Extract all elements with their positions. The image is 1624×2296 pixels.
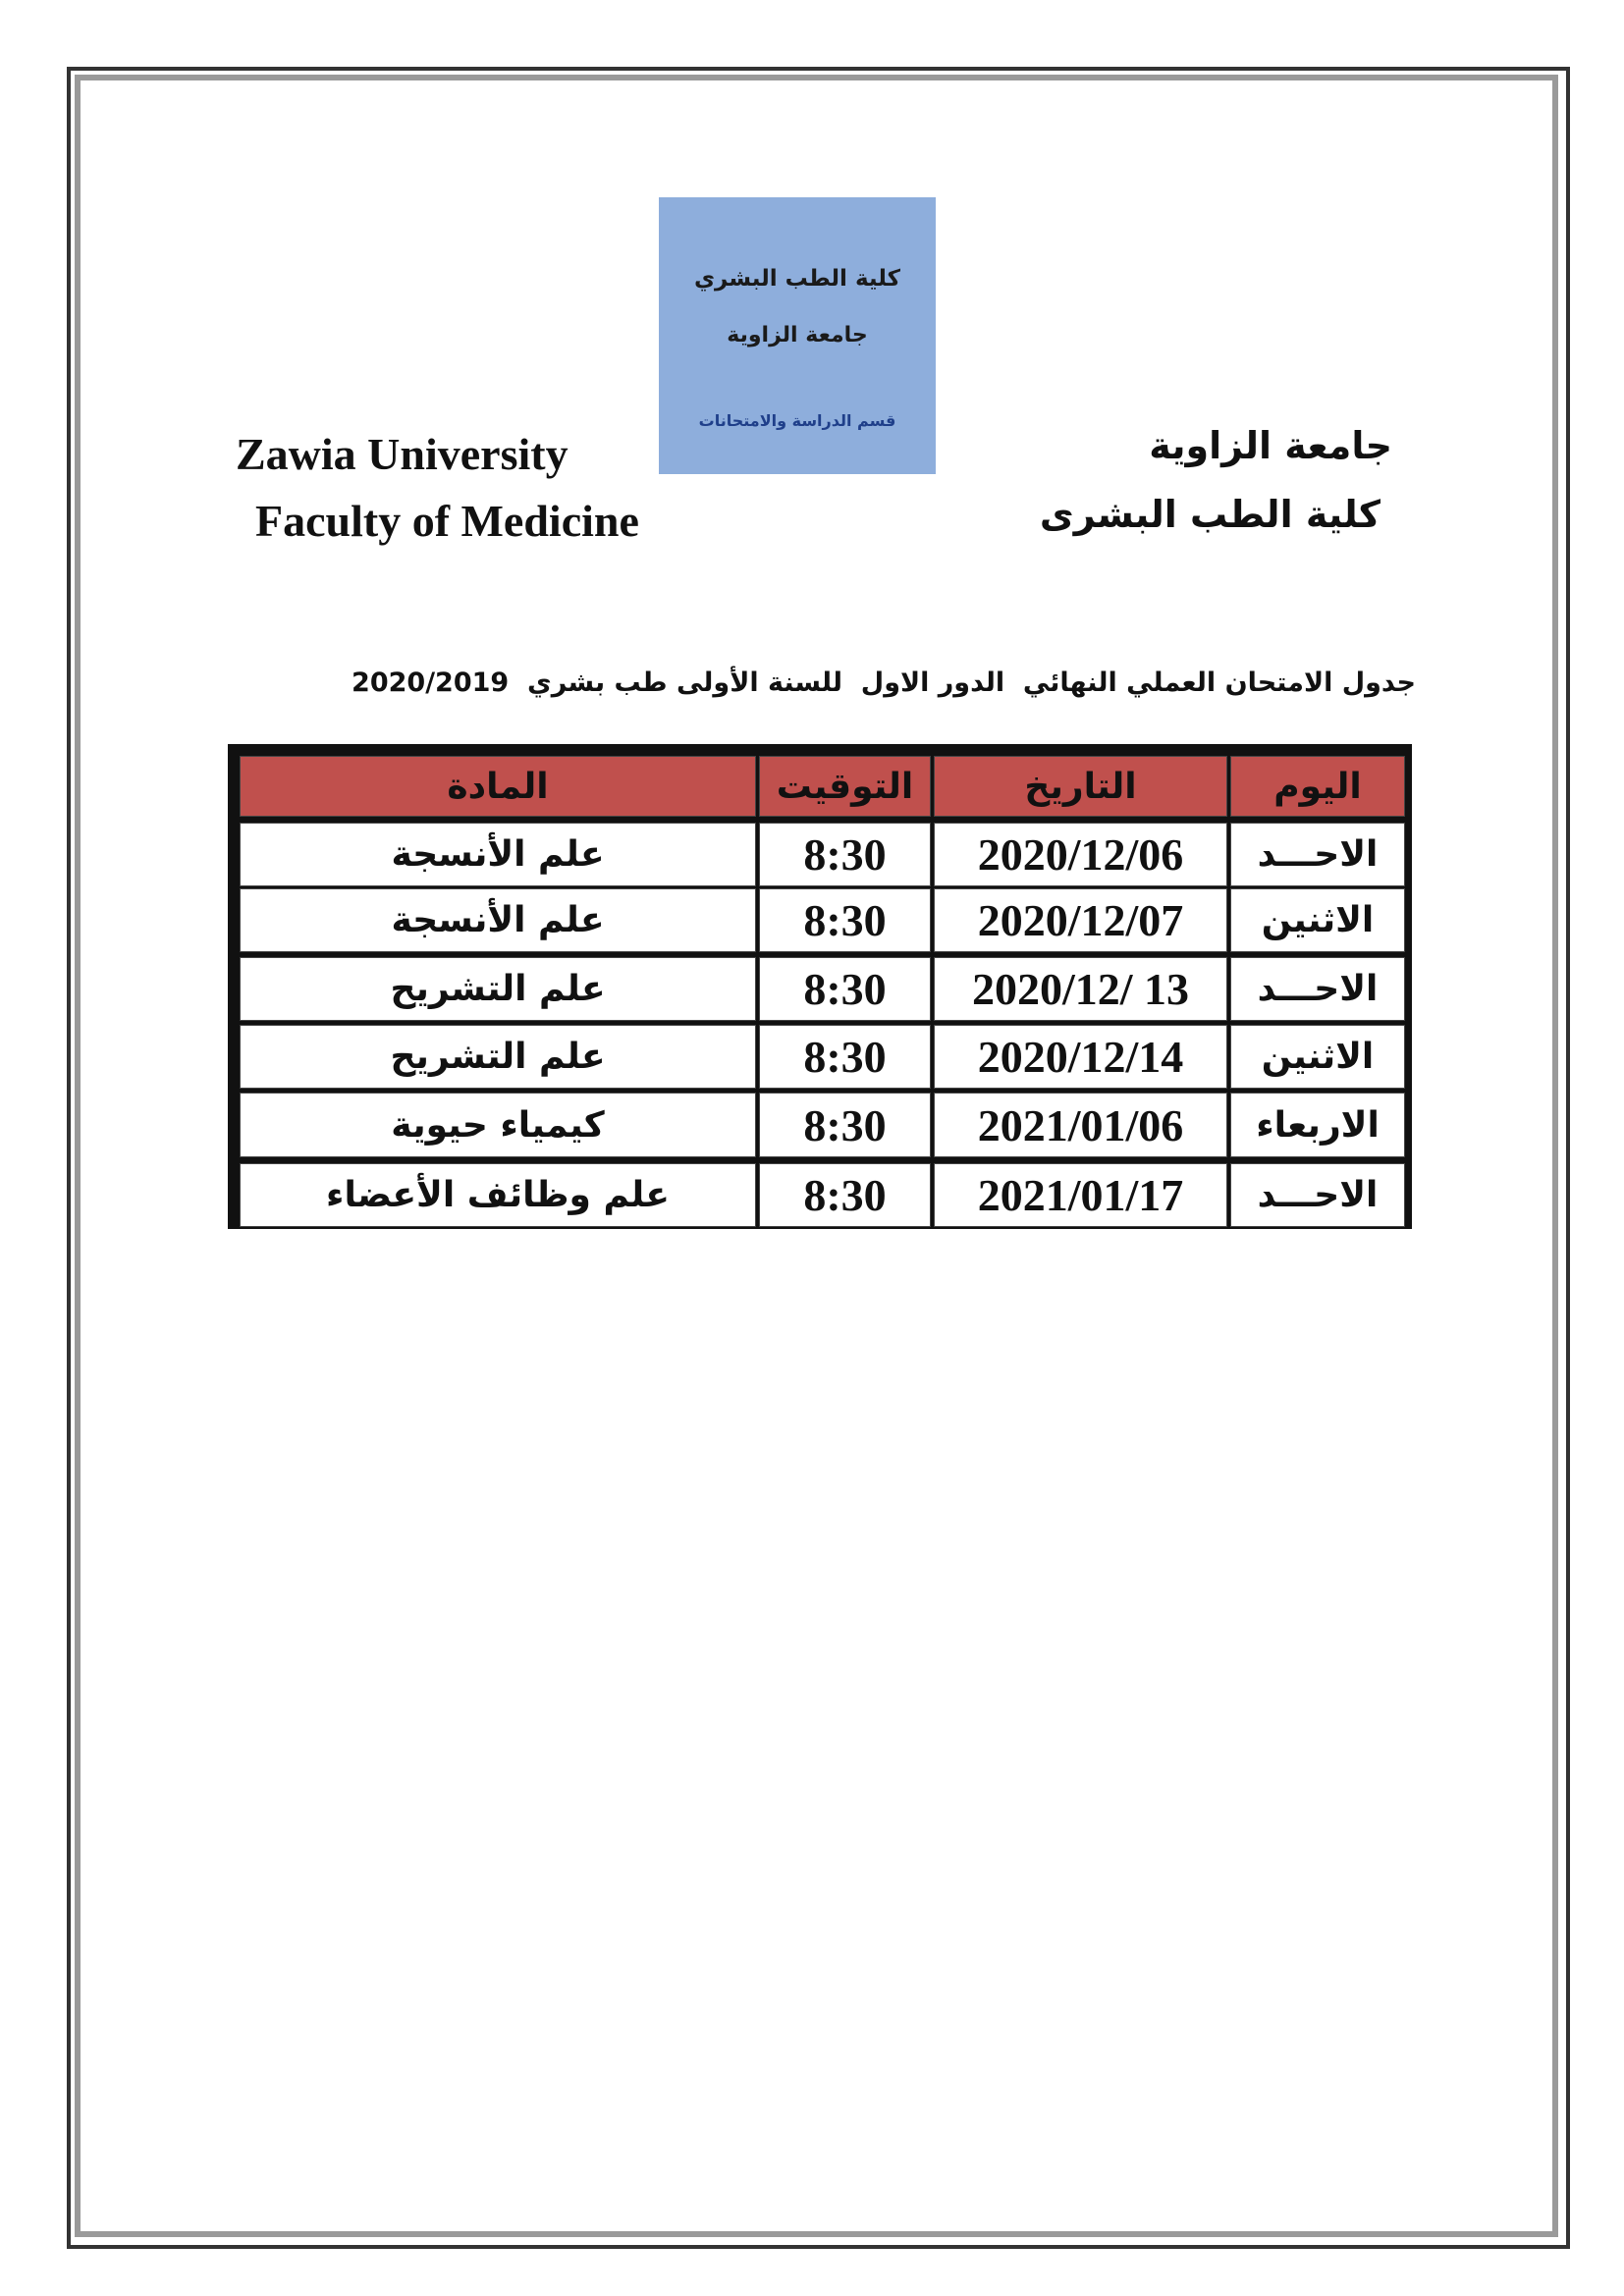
column-header-date: التاريخ <box>935 757 1226 816</box>
cell-date: 2021/01/17 <box>935 1164 1226 1226</box>
column-header-subject: المادة <box>241 757 755 816</box>
cell-date: 2020/12/14 <box>935 1026 1226 1088</box>
column-header-day: اليوم <box>1231 757 1404 816</box>
cell-time: 8:30 <box>760 1026 930 1088</box>
cell-day: الاحـــد <box>1231 958 1404 1020</box>
cell-day: الاحـــد <box>1231 1164 1404 1226</box>
cell-subject: كيمياء حيوية <box>241 1094 755 1156</box>
cell-date: 2020/12/07 <box>935 889 1226 951</box>
faculty-logo <box>659 197 936 474</box>
cell-day: الاثنين <box>1231 1026 1404 1088</box>
cell-subject: علم التشريح <box>241 1026 755 1088</box>
cell-subject: علم التشريح <box>241 958 755 1020</box>
cell-subject: علم وظائف الأعضاء <box>241 1164 755 1226</box>
cell-time: 8:30 <box>760 1094 930 1156</box>
cell-date: 2021/01/06 <box>935 1094 1226 1156</box>
logo-line-3: قسم الدراسة والامتحانات <box>698 411 896 430</box>
cell-time: 8:30 <box>760 1164 930 1226</box>
exam-schedule-table <box>228 744 1412 1229</box>
cell-day: الاحـــد <box>1231 824 1404 885</box>
logo-line-1: كلية الطب البشري <box>693 266 901 292</box>
cell-time: 8:30 <box>760 958 930 1020</box>
cell-subject: علم الأنسجة <box>241 889 755 951</box>
cell-day: الاثنين <box>1231 889 1404 951</box>
en-faculty-name: Faculty of Medicine <box>255 496 639 546</box>
cell-day: الاربعاء <box>1231 1094 1404 1156</box>
schedule-title: جدول الامتحان العملي النهائي الدور الاول للسنة الأولى طب بشري 2020/2019 <box>352 667 1416 698</box>
ar-faculty-name: كلية الطب البشرى <box>1039 493 1380 536</box>
column-header-time: التوقيت <box>760 757 930 816</box>
cell-time: 8:30 <box>760 889 930 951</box>
cell-date: 2020/12/ 13 <box>935 958 1226 1020</box>
logo-line-2: جامعة الزاوية <box>727 323 868 347</box>
ar-university-name: جامعة الزاوية <box>1149 424 1392 467</box>
cell-date: 2020/12/06 <box>935 824 1226 885</box>
en-university-name: Zawia University <box>236 429 568 479</box>
cell-subject: علم الأنسجة <box>241 824 755 885</box>
cell-time: 8:30 <box>760 824 930 885</box>
